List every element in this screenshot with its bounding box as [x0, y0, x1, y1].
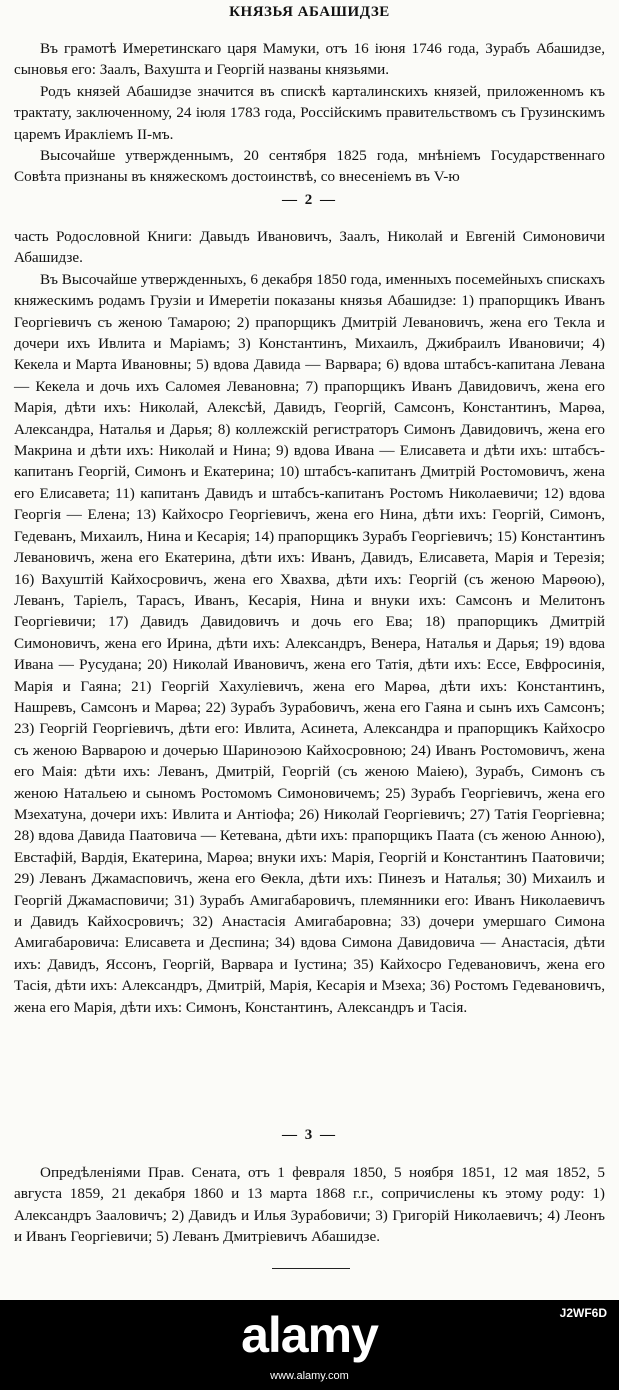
- section-2: [14, 226, 605, 1018]
- page-number-3: — 3 —: [282, 1127, 337, 1143]
- section-3: [14, 1162, 605, 1248]
- watermark-url: www.alamy.com: [270, 1370, 349, 1382]
- watermark-bar: [0, 1300, 619, 1390]
- stock-id-label: J2WF6D: [559, 1306, 607, 1320]
- section-1: [14, 38, 605, 188]
- document-title: КНЯЗЬЯ АБАШИДЗЕ: [229, 4, 390, 20]
- end-rule: [272, 1268, 350, 1269]
- paragraph-family-lists: Въ Высочайше утвержденныхъ, 6 декабря 1850 года, именныхъ посемейныхъ спискахъ княжескимъ родамъ Грузіи и Имеретіи показаны князья Абашидзе: 1) прапорщикъ Иванъ Георгіевичъ съ женою Тамарою; 2) прапорщикъ Дмитрій Левановичъ, жена его Текла и дочери ихъ Ивлита и Маріамъ; 3) Константинъ, Михаилъ, Джибраилъ Ивановичи; 4) Кекела и Марта Ивановны; 5) вдова Давида — Варвара; 6) вдова штабсъ-капитана Левана — Кекела и дочь ихъ Саломея Левановна; 7) прапорщикъ Иванъ Давидовичъ, жена его Марія, дѣти ихъ: Николай, Алексѣй, Давидъ, Георгій, Самсонъ, Константинъ, Марѳа, Александра, Наталья и Дарья; 8) коллежскій регистраторъ Симонъ Давидовичъ, жена его Макрина и дѣти ихъ: Николай и Нина; 9) вдова Ивана — Елисавета и дѣти ихъ: штабсъ-капитанъ Георгій, Симонъ и Екатерина; 10) штабсъ-капитанъ Дмитрій Ростомовичъ, жена его Елисавета; 11) капитанъ Давидъ и штабсъ-капитанъ Ростомъ Николаевичи; 12) вдова Георгія — Елена; 13) Кайхосро Георгіевичъ, жена его Нина, дѣти ихъ: Георгій, Симонъ, Гедеванъ, Михаилъ, Нина и Кесарія; 14) прапорщикъ Зурабъ Георгіевичъ; 15) Константинъ Левановичъ, жена его Екатерина, дѣти ихъ: Иванъ, Давидъ, Елисавета, Марія и Терезія; 16) Вахуштій Кайхосровичъ, жена его Хвахва, дѣти ихъ: Георгій (съ женою Марѳою), Леванъ, Таріелъ, Тарасъ, Иванъ, Кесарія, Нина и внуки ихъ: Самсонъ и Мелитонъ Георгіевичи; 17) Давидъ Давидовичъ и дочь его Ева; 18) прапорщикъ Дмитрій Симоновичъ, жена его Ирина, дѣти ихъ: Александръ, Венера, Наталья и Дарья; 19) вдова Ивана — Русудана; 20) Николай Ивановичъ, жена его Татія, дѣти ихъ: Ессе, Евфросинія, Марія и Гаяна; 21) Георгій Хахуліевичъ, жена его Марѳа, дѣти ихъ: Константинъ, Нашревъ, Самсонъ и Марѳа; 22) Зурабъ Зурабовичъ, жена его Гаяна и сынъ ихъ Самсонъ; 23) Георгій Георгіевичъ, дѣти его: Ивлита, Асинета, Александра и прапорщикъ Кайхосро съ женою Варварою и дочерью Шариноэою Кайхосровною; 24) Иванъ Ростомовичъ, жена его Маія: дѣти ихъ: Леванъ, Дмитрій, Георгій (съ женою Маіею), Зурабъ, Симонъ съ женою Натальею и сыномъ Ростомомъ Симоновичемъ; 25) Зурабъ Георгіевичъ, жена его Мзехатуна, дочери ихъ: Ивлита и Антіофа; 26) Николай Георгіевичъ; 27) Татія Георгіевна; 28) вдова Давида Паатовича — Кетевана, дѣти ихъ: прапорщикъ Паата (съ женою Анною), Евстафій, Вардія, Екатерина, Марѳа; внуки ихъ: Марія, Георгій и Константинъ Паатовичи; 29) Леванъ Джамасповичъ, жена его Ѳекла, дѣти ихъ: Пинезъ и Наталья; 30) Михаилъ и Георгій Джамасповичи; 31) Зурабъ Амигабаровичъ, племянники его: Иванъ Николаевичъ и Давидъ Кайхосровичъ; 32) Анастасія Амигабаровна; 33) дочери умершаго Симона Амигабаровича: Елисавета и Деспина; 34) вдова Симона Давидовича — Анастасія, дѣти ихъ: Давидъ, Яссонъ, Георгій, Варвара и Іустина; 35) Кайхосро Гедевановичъ, жена его Тасія, дѣти ихъ: Александръ, Дмитрій, Марія, Кесарія и Мзеха; 36) Ростомъ Гедевановичъ, жена его Марія, дѣти ихъ: Симонъ, Константинъ, Александръ и Тасія.: [14, 270, 605, 1016]
- page-number-2: — 2 —: [282, 192, 337, 208]
- paragraph-treaty: Родъ князей Абашидзе значится въ спискѣ карталинскихъ князей, приложенномъ къ трактату, заключенному, 24 іюля 1783 года, Россійскимъ правительствомъ съ Грузинскимъ царемъ Иракліемъ II-мъ.: [14, 82, 605, 143]
- watermark-logo: alamy: [241, 1307, 378, 1363]
- paragraph-council: Высочайше утвержденнымъ, 20 сентября 1825 года, мнѣніемъ Государственнаго Совѣта признаны въ княжескомъ достоинствѣ, со внесеніемъ въ V-ю: [14, 147, 605, 186]
- paragraph-charter: Въ грамотѣ Имеретинскаго царя Мамуки, отъ 16 іюня 1746 года, Зурабъ Абашидзе, сыновья его: Заалъ, Вахушта и Георгій названы князьями.: [14, 40, 605, 79]
- paragraph-senate: Опредѣленіями Прав. Сената, отъ 1 февраля 1850, 5 ноября 1851, 12 мая 1852, 5 августа 1859, 21 декабря 1860 и 13 марта 1868 г.г., сопричислены къ этому роду: 1) Александръ Заaловичъ; 2) Давидъ и Илья Зурабовичи; 3) Григорій Николаевичъ; 4) Леонъ и Иванъ Георгіевичи; 5) Леванъ Дмитріевичъ Абашидзе.: [14, 1164, 605, 1246]
- paragraph-book-continuation: часть Родословной Книги: Давыдъ Ивановичъ, Заалъ, Николай и Евгеній Симоновичи Абашидзе.: [14, 228, 605, 267]
